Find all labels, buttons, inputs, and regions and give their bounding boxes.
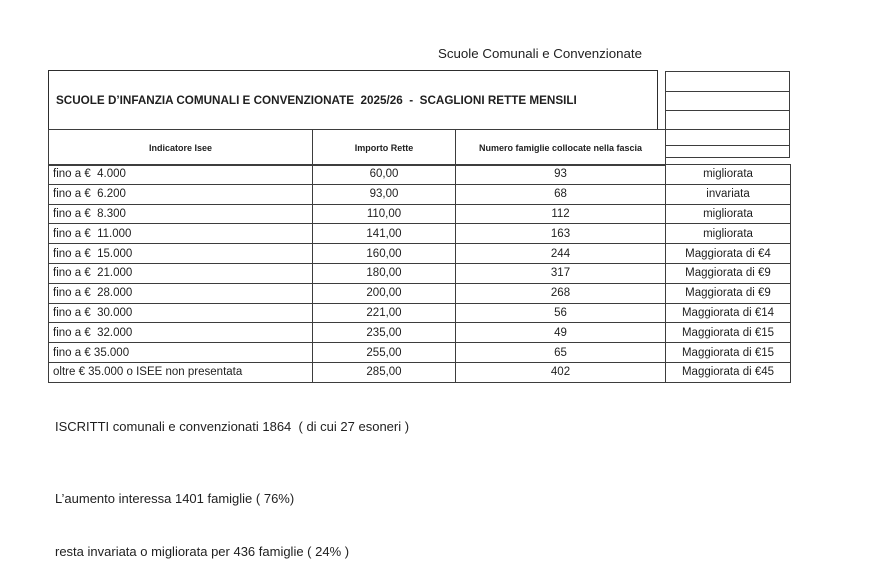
- cell-variazione: migliorata: [666, 204, 791, 224]
- table-row: [49, 224, 791, 244]
- column-header-isee: Indicatore Isee: [49, 130, 313, 166]
- table-row: [49, 343, 791, 363]
- cell-isee: fino a € 28.000: [49, 283, 313, 303]
- cell-isee: fino a € 21.000: [49, 263, 313, 283]
- table-row: [49, 323, 791, 343]
- fees-data-rows: [48, 164, 791, 383]
- cell-variazione: Maggiorata di €45: [666, 362, 791, 382]
- cell-variazione: Maggiorata di €4: [666, 244, 791, 264]
- cell-importo: 221,00: [313, 303, 456, 323]
- cell-isee: fino a € 11.000: [49, 224, 313, 244]
- cell-famiglie: 68: [456, 184, 666, 204]
- cell-importo: 93,00: [313, 184, 456, 204]
- cell-famiglie: 112: [456, 204, 666, 224]
- cell-variazione: invariata: [666, 184, 791, 204]
- cell-famiglie: 402: [456, 362, 666, 382]
- table-row: [49, 244, 791, 264]
- cell-isee: oltre € 35.000 o ISEE non presentata: [49, 362, 313, 382]
- cell-famiglie: 93: [456, 165, 666, 185]
- table-title: SCUOLE D’INFANZIA COMUNALI E CONVENZIONATE 2025/26 - SCAGLIONI RETTE MENSILI: [48, 70, 658, 130]
- note-iscritti: ISCRITTI comunali e convenzionati 1864 ( di cui 27 esoneri ): [55, 419, 410, 434]
- cell-variazione: Maggiorata di €15: [666, 343, 791, 363]
- cell-importo: 285,00: [313, 362, 456, 382]
- cell-variazione: Maggiorata di €14: [666, 303, 791, 323]
- empty-grid-cell: [666, 130, 790, 146]
- cell-importo: 235,00: [313, 323, 456, 343]
- column-header-row: [48, 129, 666, 166]
- table-row: [49, 263, 791, 283]
- cell-famiglie: 65: [456, 343, 666, 363]
- empty-grid-cell: [666, 111, 790, 130]
- cell-importo: 200,00: [313, 283, 456, 303]
- cell-isee: fino a € 30.000: [49, 303, 313, 323]
- cell-isee: fino a € 4.000: [49, 165, 313, 185]
- table-row: [49, 303, 791, 323]
- cell-famiglie: 244: [456, 244, 666, 264]
- table-row: [49, 283, 791, 303]
- table-row: [49, 362, 791, 382]
- cell-famiglie: 163: [456, 224, 666, 244]
- cell-isee: fino a € 8.300: [49, 204, 313, 224]
- empty-grid-cell: [666, 92, 790, 111]
- cell-isee: fino a € 32.000: [49, 323, 313, 343]
- cell-importo: 60,00: [313, 165, 456, 185]
- note-invariata: resta invariata o migliorata per 436 famiglie ( 24% ): [55, 543, 350, 559]
- table-row: [49, 165, 791, 185]
- note-aumento: L’aumento interessa 1401 famiglie ( 76%): [55, 491, 295, 506]
- column-header-famiglie: Numero famiglie collocate nella fascia: [456, 130, 666, 166]
- cell-famiglie: 56: [456, 303, 666, 323]
- cell-importo: 110,00: [313, 204, 456, 224]
- table-row: [49, 204, 791, 224]
- empty-grid-cell: [666, 72, 790, 92]
- empty-grid-cell: [666, 146, 790, 158]
- cell-variazione: migliorata: [666, 224, 791, 244]
- cell-importo: 160,00: [313, 244, 456, 264]
- cell-importo: 255,00: [313, 343, 456, 363]
- table-row: [49, 184, 791, 204]
- table-row: [49, 130, 666, 166]
- column-header-importo: Importo Rette: [313, 130, 456, 166]
- cell-variazione: Maggiorata di €9: [666, 283, 791, 303]
- cell-variazione: migliorata: [666, 165, 791, 185]
- cell-importo: 141,00: [313, 224, 456, 244]
- cell-isee: fino a € 15.000: [49, 244, 313, 264]
- cell-importo: 180,00: [313, 263, 456, 283]
- cell-variazione: Maggiorata di €9: [666, 263, 791, 283]
- fees-table: [48, 70, 790, 386]
- note-aumento-block: [55, 455, 349, 582]
- cell-famiglie: 317: [456, 263, 666, 283]
- cell-famiglie: 268: [456, 283, 666, 303]
- right-column-empty-cells: [665, 71, 790, 158]
- cell-isee: fino a € 35.000: [49, 343, 313, 363]
- cell-famiglie: 49: [456, 323, 666, 343]
- page-title: Scuole Comunali e Convenzionate: [438, 46, 643, 61]
- cell-isee: fino a € 6.200: [49, 184, 313, 204]
- cell-variazione: Maggiorata di €15: [666, 323, 791, 343]
